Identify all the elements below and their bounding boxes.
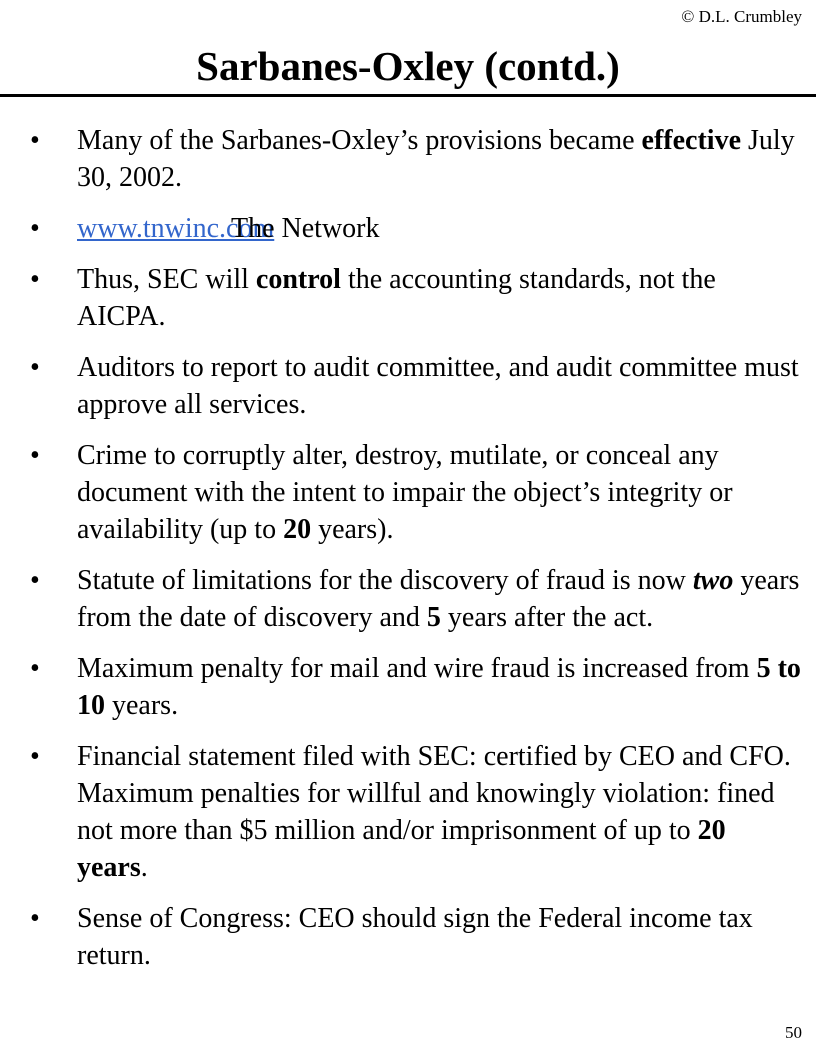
bullet-text: Statute of limitations for the discovery of fraud is now <box>77 565 693 596</box>
page-number: 50 <box>785 1023 802 1042</box>
bullet-item-statute <box>30 562 802 636</box>
bullet-item-link <box>30 210 802 247</box>
bullet-text: The Network <box>231 213 380 244</box>
bullet-text: Financial statement filed with SEC: certified by CEO and CFO. Maximum penalties for willful and knowingly violation: fined not more than $5 million and/or imprisonment of up to <box>77 741 791 846</box>
bullet-text: years from the date of discovery and <box>77 565 800 633</box>
bullet-item-auditors <box>30 349 802 423</box>
bullet-marker: • <box>30 565 40 596</box>
bullet-marker: • <box>30 741 40 772</box>
bullet-text: . <box>140 852 148 883</box>
bullet-bold-text: 5 to 10 <box>77 653 801 721</box>
bullet-bold-text: 5 <box>426 602 441 633</box>
bullet-text: years. <box>105 690 179 721</box>
bullet-bold-italic-text: two <box>692 565 734 596</box>
bullet-item-mail-fraud <box>30 650 802 724</box>
bullet-bold-text: effective <box>641 125 741 156</box>
bullet-item-effective-date <box>30 122 802 196</box>
bullet-marker: • <box>30 213 40 244</box>
page-title: Sarbanes-Oxley (contd.) <box>196 43 620 89</box>
bullet-marker: • <box>30 125 40 156</box>
bullet-text: years after the act. <box>440 602 654 633</box>
bullet-text: the accounting standards, not the AICPA. <box>77 264 716 332</box>
bullet-text: Auditors to report to audit committee, and audit committee must approve all services. <box>77 352 799 420</box>
title-divider <box>0 94 816 97</box>
bullet-bold-text: control <box>255 264 341 295</box>
bullet-text: Maximum penalty for mail and wire fraud is increased from <box>77 653 757 684</box>
bullet-marker: • <box>30 903 40 934</box>
bullet-bold-text: 20 <box>283 514 312 545</box>
bullet-marker: • <box>30 264 40 295</box>
bullet-text: Thus, SEC will <box>77 264 256 295</box>
bullet-text: Sense of Congress: CEO should sign the Federal income tax return. <box>77 903 753 971</box>
bullet-item-crime <box>30 437 802 548</box>
bullet-list <box>30 122 802 988</box>
tnwinc-link[interactable]: www.tnwinc.com <box>77 213 275 244</box>
bullet-text: Crime to corruptly alter, destroy, mutilate, or conceal any document with the intent to impair the object’s integrity or availability (up to <box>77 440 733 545</box>
bullet-text: Many of the Sarbanes-Oxley’s provisions became <box>77 125 642 156</box>
bullet-marker: • <box>30 352 40 383</box>
bullet-item-sec-control <box>30 261 802 335</box>
bullet-marker: • <box>30 440 40 471</box>
bullet-marker: • <box>30 653 40 684</box>
bullet-item-sense-of-congress <box>30 900 802 974</box>
copyright-notice: © D.L. Crumbley <box>681 7 802 26</box>
bullet-bold-text: 20 years <box>77 815 726 883</box>
bullet-item-financial-statement <box>30 738 802 886</box>
bullet-text: years). <box>311 514 394 545</box>
bullet-text: July 30, 2002. <box>77 125 795 193</box>
